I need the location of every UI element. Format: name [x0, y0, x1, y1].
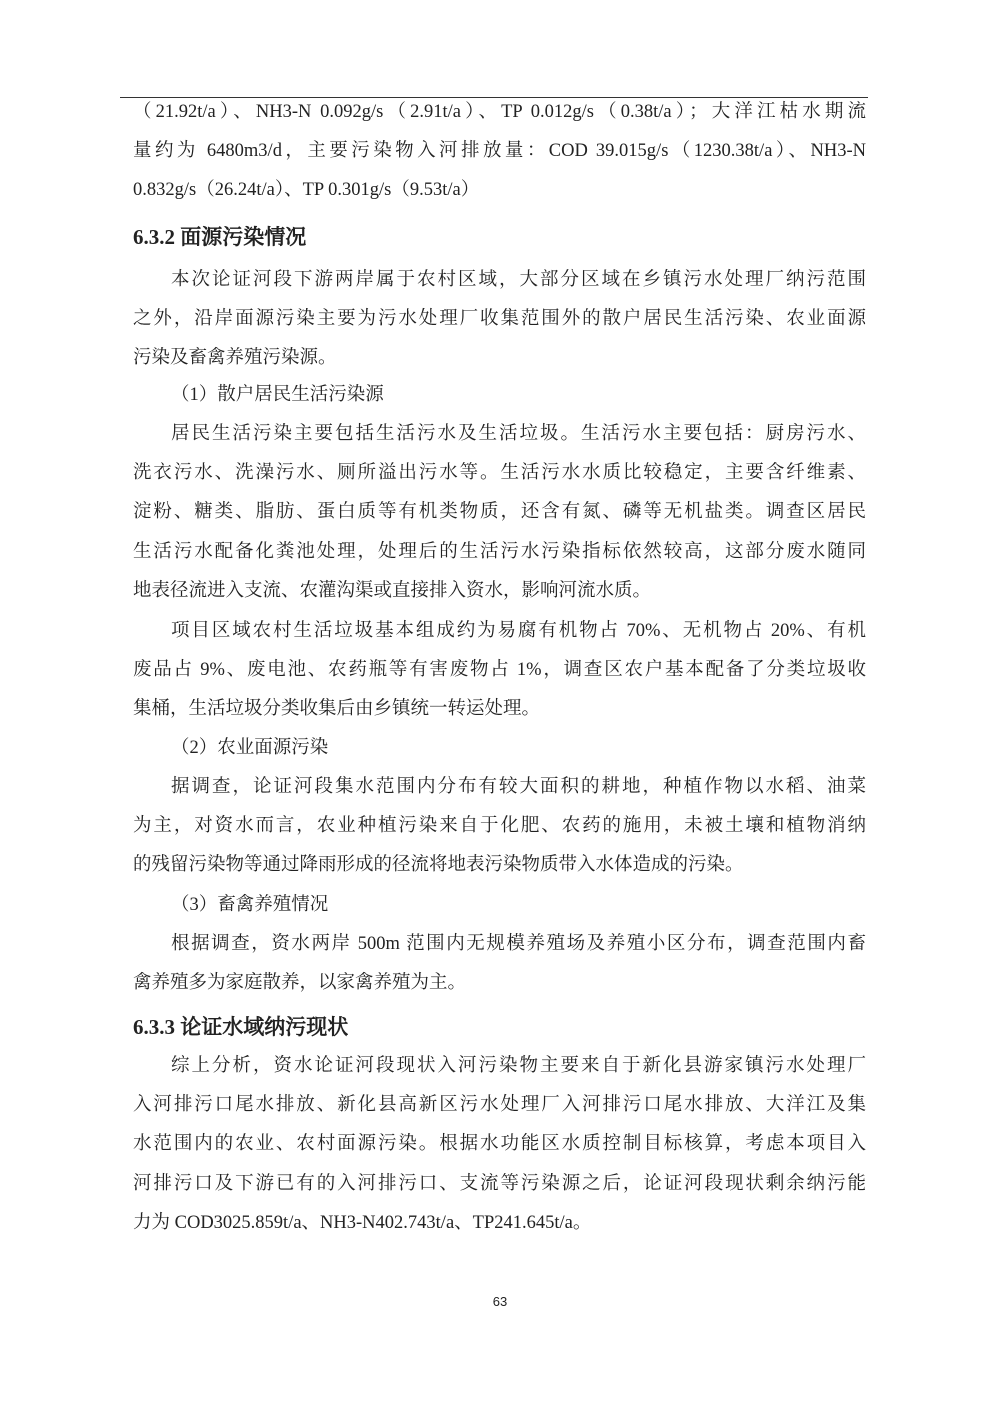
text-line: 污染及畜禽养殖污染源。	[133, 348, 337, 369]
text-line: （21.92t/a）、NH3-N 0.092g/s（2.91t/a）、TP 0.012g/s（0.38t/a）；大洋江枯水期流	[133, 102, 866, 122]
text-line: 淀粉、糖类、脂肪、蛋白质等有机类物质，还含有氮、磷等无机盐类。调查区居民	[133, 502, 866, 523]
text-line: 力为 COD3025.859t/a、NH3-N402.743t/a、TP241.645t/a。	[133, 1212, 592, 1233]
text-line: 水范围内的农业、农村面源污染。根据水功能区水质控制目标核算，考虑本项目入	[133, 1134, 866, 1155]
text-line: 综上分析，资水论证河段现状入河污染物主要来自于新化县游家镇污水处理厂	[171, 1056, 866, 1076]
section-heading: 6.3.2 面源污染情况	[133, 225, 307, 249]
text-line: 生活污水配备化粪池处理，处理后的生活污水污染指标依然较高，这部分废水随同	[133, 541, 866, 562]
text-line: 据调查，论证河段集水范围内分布有较大面积的耕地，种植作物以水稻、油菜	[171, 777, 866, 797]
text-line: 量约为 6480m3/d，主要污染物入河排放量：COD 39.015g/s（1230.38t/a）、NH3-N	[133, 141, 866, 162]
section-heading: 6.3.3 论证水域纳污现状	[133, 1015, 349, 1039]
text-line: 居民生活污染主要包括生活污水及生活垃圾。生活污水主要包括：厨房污水、	[171, 424, 866, 444]
text-line: 地表径流进入支流、农灌沟渠或直接排入资水，影响河流水质。	[133, 580, 652, 601]
text-line: 废品占 9%、废电池、农药瓶等有害废物占 1%，调查区农户基本配备了分类垃圾收	[133, 660, 866, 681]
text-line: 之外，沿岸面源污染主要为污水处理厂收集范围外的散户居民生活污染、农业面源	[133, 309, 866, 330]
text-line: 为主，对资水而言，农业种植污染来自于化肥、农药的施用，未被土壤和植物消纳	[133, 816, 866, 837]
text-line: （3）畜禽养殖情况	[171, 895, 329, 915]
text-line: （2）农业面源污染	[171, 738, 329, 758]
text-line: 的残留污染物等通过降雨形成的径流将地表污染物质带入水体造成的污染。	[133, 855, 744, 876]
text-line: 禽养殖多为家庭散养，以家禽养殖为主。	[133, 973, 467, 994]
text-line: 本次论证河段下游两岸属于农村区域，大部分区域在乡镇污水处理厂纳污范围	[171, 270, 866, 290]
text-line: 0.832g/s（26.24t/a）、TP 0.301g/s（9.53t/a）	[133, 180, 480, 201]
text-line: 根据调查，资水两岸 500m 范围内无规模养殖场及养殖小区分布，调查范围内畜	[171, 934, 866, 954]
text-line: （1）散户居民生活污染源	[171, 385, 384, 405]
text-line: 项目区域农村生活垃圾基本组成约为易腐有机物占 70%、无机物占 20%、有机	[171, 621, 866, 641]
text-line: 入河排污口尾水排放、新化县高新区污水处理厂入河排污口尾水排放、大洋江及集	[133, 1095, 866, 1116]
text-line: 洗衣污水、洗澡污水、厕所溢出污水等。生活污水水质比较稳定，主要含纤维素、	[133, 463, 866, 484]
header-rule	[120, 97, 868, 98]
text-line: 集桶，生活垃圾分类收集后由乡镇统一转运处理。	[133, 699, 541, 720]
page-number: 63	[492, 1294, 508, 1309]
text-line: 河排污口及下游已有的入河排污口、支流等污染源之后，论证河段现状剩余纳污能	[133, 1173, 866, 1194]
